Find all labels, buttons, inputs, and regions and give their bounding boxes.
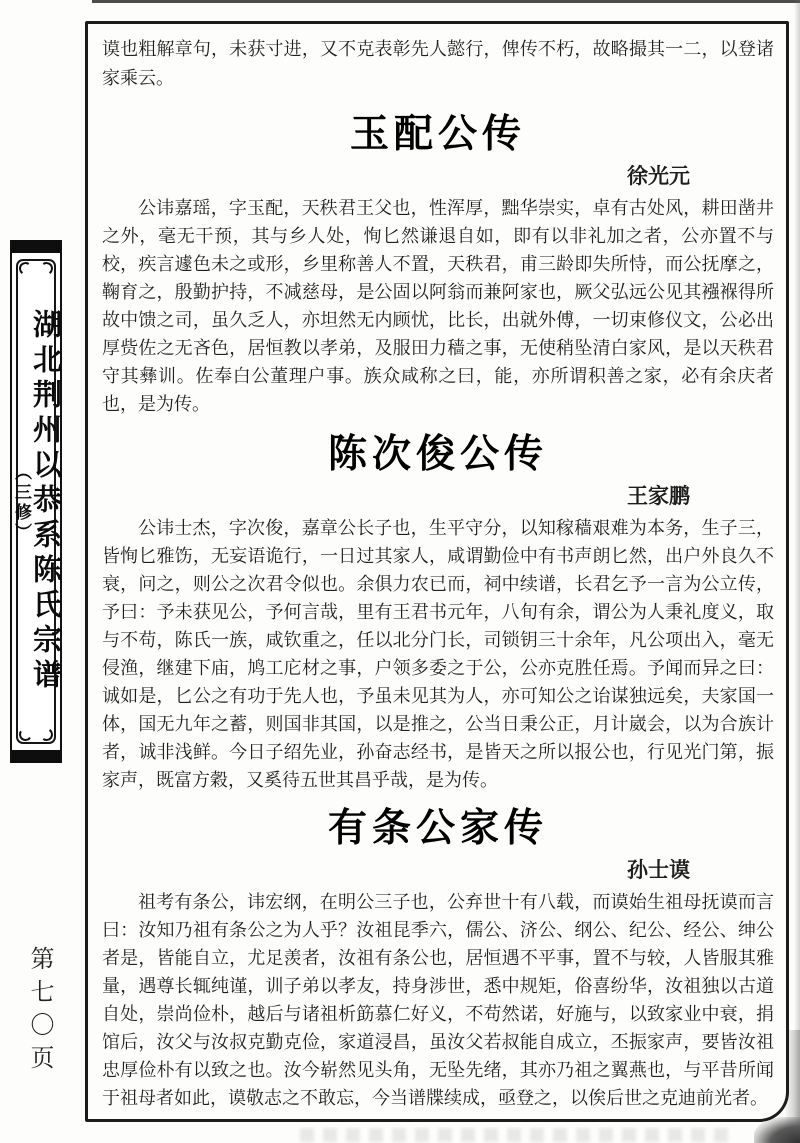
biography-section	[102, 111, 774, 418]
body-paragraph: 祖考有条公，讳宏纲，在明公三子也，公弃世十有八载，而谟始生祖母抚谟而言曰：汝知乃祖有条公之为人乎？汝祖昆季六，儒公、济公、纲公、纪公、经公、绅公者是，皆能自立，尤足羡者，汝祖有条公也，居恒遇不平事，置不与较，人皆服其雅量，遇尊长辄纯谨，训子弟以孝友，持身涉世，悉中规矩，俗喜纷华，汝祖独以古道自处，崇尚俭朴，越后与诸祖析筯慕仁好义，不苟然诺，好施与，以致家业中衰，捐馆后，汝父与汝叔克勤克俭，家道浸昌，虽汝父若叔能自成立，丕振家声，要皆汝祖忠厚俭朴有以致之也。汝今崭然见头角，无坠先绪，其亦乃祖之翼燕也，与平昔所闻于祖母者如此，谟敬志之不敢忘，今当谱牒续成，亟登之，以俟后世之克迪前光者。	[102, 892, 774, 1108]
section-title: 有条公家传	[327, 807, 548, 850]
section-author: 孙士谟	[627, 858, 690, 882]
banner-frame	[12, 259, 61, 744]
banner-text	[13, 261, 59, 742]
bleed-through-smudge	[300, 1128, 730, 1142]
section-title: 玉配公传	[349, 113, 526, 156]
continuation-paragraph: 谟也粗解章句，未获寸进，又不克表彰先人懿行，俾传不朽，故略撮其一二，以登诸家乘云。	[102, 39, 774, 88]
scan-edge-top	[92, 0, 800, 3]
body-paragraph: 公讳士杰，字次俊，嘉章公长子也，生平守分，以知稼穑艰难为本务，生子三，皆恂匕雅饬，无妄语诡行，一日过其家人，咸谓勤俭中有书声朗匕然，出户外良久不衰，问之，则公之次君令似也。余俱力农已而，祠中续谱，长君乞予一言为公立传，予曰：予未获见公，予何言哉，里有王君书元年，八旬有余，谓公为人秉礼度义，取与不苟，陈氏一族，咸钦重之，任以北分门长，司锁钥三十余年，凡公项出入，毫无侵渔，继建下庙，鸠工庀材之事，户领多委之于公，公亦克胜任焉。予闻而异之曰：诚如是，匕公之有功于先人也，予虽未见其为人，亦可知公之诒谋独远矣，夫家国一体，国无九年之蓄，则国非其国，以是推之，公当日秉公正，月计崴会，以为合族计者，诚非浅鲜。今日子绍先业，孙奋志经书，是皆天之所以报公也，行见光门第，振家声，既富方穀，又奚待五世其昌乎哉，是为传。	[102, 518, 774, 790]
page-number: 第七〇页	[26, 946, 52, 1078]
scan-edge-right	[794, 0, 800, 1143]
genealogy-edition: （三修）	[12, 462, 31, 543]
genealogy-title: 湖北荆州以恭系陈氏宗谱	[29, 309, 61, 694]
body-paragraph: 公讳嘉瑶，字玉配，天秩君王父也，性浑厚，黜华崇实，卓有古处风，耕田凿井之外，毫无干预，其与乡人处，恂匕然谦退自如，即有以非礼加之者，公亦置不与校，疾言遽色未之或形，乡里称善人不置，天秩君，甫三龄即失所恃，而公抚摩之，鞠育之，殷勤护持，不减慈母，是公固以阿翁而兼阿家也，厥父弘远公见其襁褓得所故中馈之司，虽久乏人，亦坦然无内顾忧，比长，出就外傅，一切束修仪文，公必出厚赀佐之无吝色，居恒教以孝弟，及服田力穑之事，无使稍坠清白家风，是以天秩君守其彝训。佐奉白公董理户事。族众咸称之曰，能，亦所谓积善之家，必有余庆者也，是为传。	[102, 198, 774, 414]
section-title: 陈次俊公传	[327, 433, 548, 476]
biography-section	[102, 431, 774, 794]
banner-top-bar	[12, 240, 60, 253]
section-author: 徐光元	[627, 164, 690, 188]
biography-section	[102, 805, 774, 1112]
content-frame	[85, 21, 789, 1122]
spine-banner	[10, 240, 62, 763]
section-author: 王家鹏	[627, 484, 690, 508]
banner-bottom-bar	[12, 750, 60, 763]
